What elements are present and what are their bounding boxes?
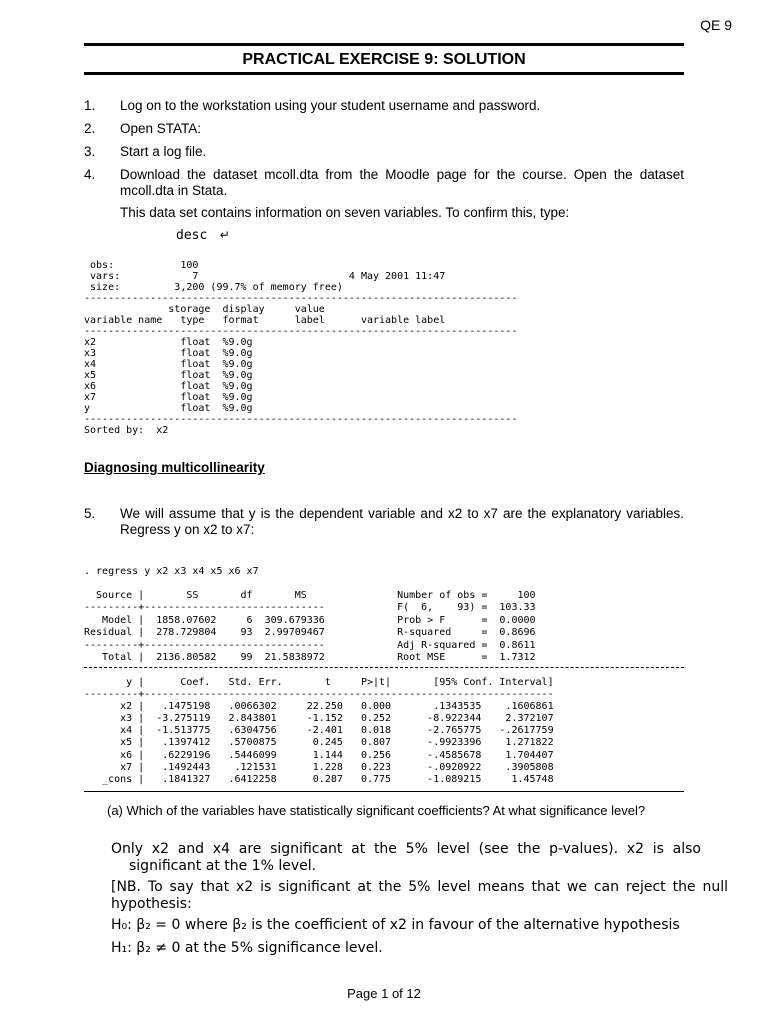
desc-output: obs: 100 vars: 7 4 May 2001 11:47 size: 3,200 (99.7% of memory free) ------------------------------------------------------------------------ storage display value variable name type format label variable label ------------------------------------------------------------------------ x2 float %9.0g x3 float %9.0g x4 float %9.0g x5 float %9.0g x6 float %9.0g x7 float %9.0g y float %9.0g ------------------------------------------------------------------------ Sorted by: x2 [84,260,518,436]
step-1-text: Log on to the workstation using your student username and password. [120,98,541,113]
enter-key-icon: ↵ [219,228,230,242]
hypothesis-h1: H₁: β₂ ≠ 0 at the 5% significance level. [111,940,383,956]
step-5-number: 5. [84,506,96,521]
regress-coef-output: y | Coef. Std. Err. t P>|t| [95% Conf. Interval] ---------+-------------------------------------------------------------------- x2 | .1475198 .0066302 22.250 0.000 .1343535 .1606861 x3 | -3.275119 2.843801 -1.152 0.252 -8.922344 2.372107 x4 | -1.513775 .6304756 -2.401 0.018 -2.765775 -.2617759 x5 | .1397412 .5700875 0.245 0.807 -.9923396 1.271822 x6 | .6229196 .5446099 1.144 0.256 -.4585678 1.704407 x7 | .1492443 .121531 1.228 0.223 -.0920922 .3905808 _cons | .1841327 .6412258 0.287 0.775 -1.089215 1.45748 [84,677,554,785]
desc-command: desc [176,228,208,243]
desc-command-line [176,226,230,244]
answer-2: [NB. To say that x2 is significant at the 5% level means that we can reject the null hypothesis: [111,879,728,912]
step-5-text: We will assume that y is the dependent variable and x2 to x7 are the explanatory variables. Regress y on x2 to x7: [120,506,684,537]
step-2-number: 2. [84,121,96,136]
regress-separator [84,667,684,668]
hypothesis-h0: H₀: β₂ = 0 where β₂ is the coefficient of x2 in favour of the alternative hypothesis [111,917,680,933]
section-heading: Diagnosing multicollinearity [84,460,265,475]
title-rule-top [84,43,684,46]
regress-anova-output: Source | SS df MS Number of obs = 100 ---------+------------------------------ F( 6, 93) = 103.33 Model | 1858.07602 6 309.679336 Prob > F = 0.0000 Residual | 278.729804 93 2.99709467 R-squared = 0.8696 ---------+------------------------------ Adj R-squared = 0.8611 Total | 2136.80582 99 21.5838972 Root MSE = 1.7312 [84,590,536,664]
answer-1: Only x2 and x4 are significant at the 5% level (see the p-values). x2 is also significant at the 1% level. [111,841,701,874]
page-title: PRACTICAL EXERCISE 9: SOLUTION [242,51,526,68]
step-3-number: 3. [84,144,96,159]
title-rule-bottom [84,72,684,75]
regress-command: . regress y x2 x3 x4 x5 x6 x7 [84,566,259,577]
step-4-number: 4. [84,167,96,182]
step-3-text: Start a log file. [120,144,207,159]
step-4-note: This data set contains information on seven variables. To confirm this, type: [120,205,570,220]
page-code: QE 9 [700,17,732,33]
regress-bottom-rule [84,791,684,792]
step-4-text: Download the dataset mcoll.dta from the Moodle page for the course. Open the dataset mcoll.dta in Stata. [120,167,684,198]
step-2-text: Open STATA: [120,121,202,136]
page-footer: Page 1 of 12 [347,986,421,1001]
step-1-number: 1. [84,98,96,113]
question-a: (a) Which of the variables have statistically significant coefficients? At what significance level? [107,803,646,818]
